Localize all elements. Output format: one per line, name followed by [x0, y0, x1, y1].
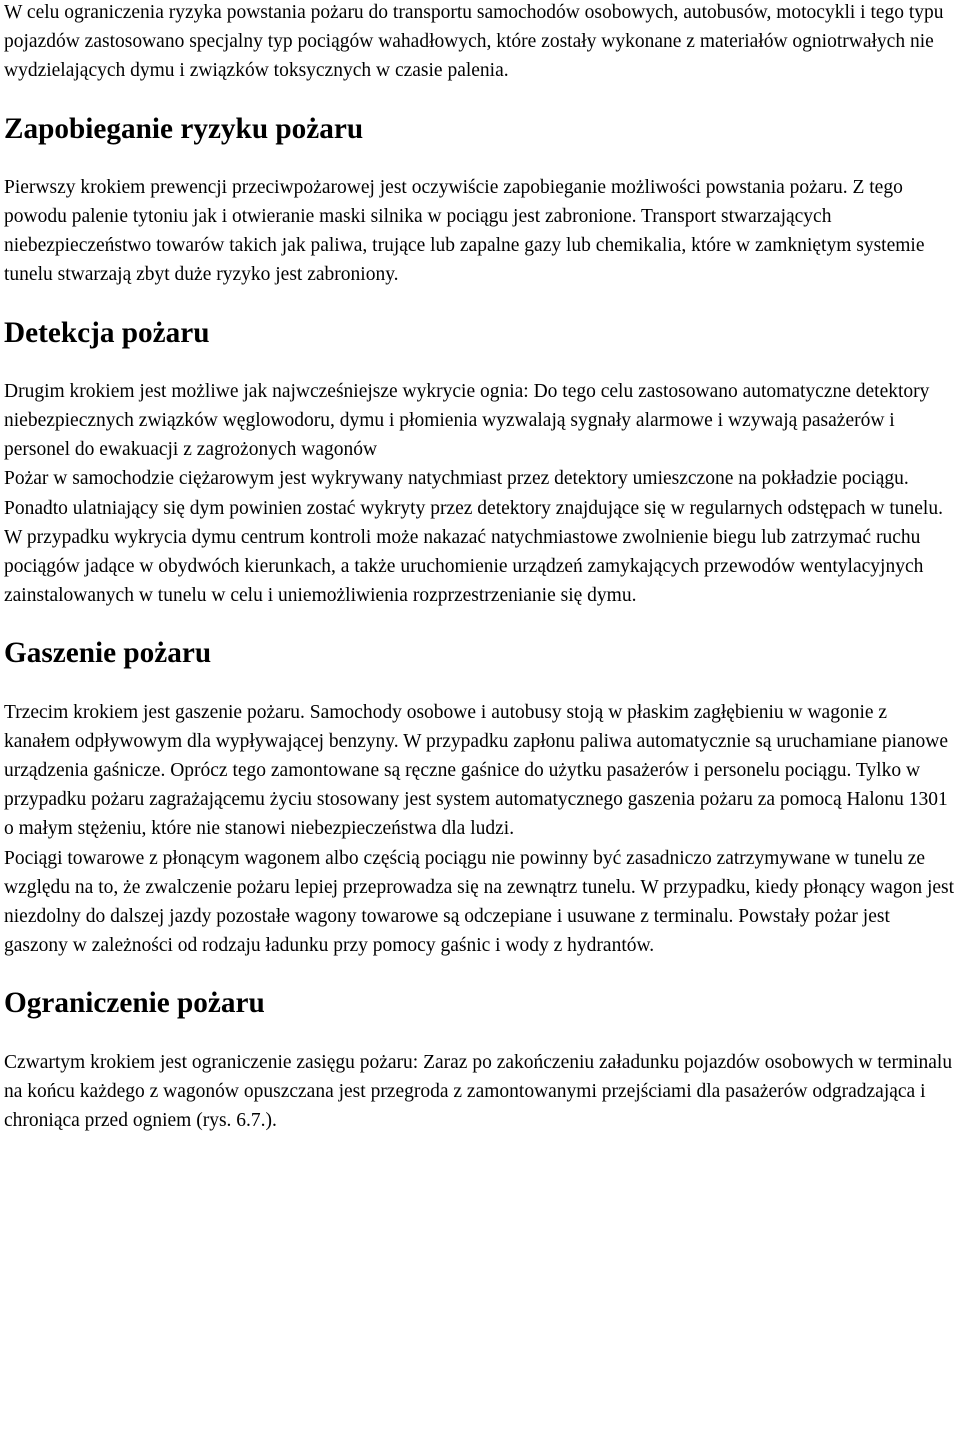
section-heading-detection: Detekcja pożaru [4, 316, 210, 349]
section-detection-paragraph-2: Pożar w samochodzie ciężarowym jest wykrywany natychmiast przez detektory umieszczone na pokładzie pociągu. [4, 468, 909, 490]
section-detection-paragraph-3: Ponadto ulatniający się dym powinien zostać wykryty przez detektory znajdujące się w regularnych odstępach w tunelu. W przypadku wykrycia dymu centrum kontroli może nakazać natychmiastowe zwolnienie biegu lub zatrzymać ruchu pociągów jadące w obydwóch kierunkach, a także uruchomienie urządzeń zamykających przewodów wentylacyjnych zainstalowanych w tunelu w celu i uniemożliwienia rozprzestrzenianie się dymu. [4, 497, 943, 607]
section-heading-extinguishing: Gaszenie pożaru [4, 637, 212, 670]
section-containment-paragraph: Czwartym krokiem jest ograniczenie zasięgu pożaru: Zaraz po zakończeniu załadunku pojazdów osobowych w terminalu na końcu każdego z wagonów opuszczana jest przegroda z zamontowanymi przejściami dla pasażerów odgradzająca i chroniąca przed ogniem (rys. 6.7.). [4, 1051, 953, 1132]
intro-paragraph: W celu ograniczenia ryzyka powstania pożaru do transportu samochodów osobowych, autobusów, motocykli i tego typu pojazdów zastosowano specjalny typ pociągów wahadłowych, które zostały wykonane z materiałów ogniotrwałych nie wydzielających dymu i związków toksycznych w czasie palenia. [4, 2, 944, 82]
section-extinguishing-paragraph-2: Pociągi towarowe z płonącym wagonem albo częścią pociągu nie powinny być zasadniczo zatrzymywane w tunelu ze względu na to, że zwalczenie pożaru lepiej przeprowadza się na zewnątrz tunelu. W przypadku, kiedy płonący wagon jest niezdolny do dalszej jazdy pozostałe wagony towarowe są odczepiane i usuwane z terminalu. Powstały pożar jest gaszony w zależności od rodzaju ładunku przy pomocy gaśnic i wody z hydrantów. [4, 847, 955, 957]
section-heading-containment: Ograniczenie pożaru [4, 987, 265, 1020]
document-body [4, 0, 956, 1135]
section-detection-paragraph-1: Drugim krokiem jest możliwe jak najwcześniejsze wykrycie ognia: Do tego celu zastosowano automatyczne detektory niebezpiecznych związków węglowodoru, dymu i płomienia wyzwalają sygnały alarmowe i wzywają pasażerów i personel do ewakuacji z zagrożonych wagonów [4, 380, 930, 461]
section-heading-prevention: Zapobieganie ryzyku pożaru [4, 112, 364, 145]
section-prevention-paragraph: Pierwszy krokiem prewencji przeciwpożarowej jest oczywiście zapobieganie możliwości powstania pożaru. Z tego powodu palenie tytoniu jak i otwieranie maski silnika w pociągu jest zabronione. Transport stwarzających niebezpieczeństwo towarów takich jak paliwa, trujące lub zapalne gazy lub chemikalia, które w zamkniętym systemie tunelu stwarzają zbyt duże ryzyko jest zabroniony. [4, 176, 925, 286]
section-extinguishing-paragraph-1: Trzecim krokiem jest gaszenie pożaru. Samochody osobowe i autobusy stoją w płaskim zagłębieniu w wagonie z kanałem odpływowym dla wypływającej benzyny. W przypadku zapłonu paliwa automatycznie są uruchamiane pianowe urządzenia gaśnicze. Oprócz tego zamontowane są ręczne gaśnice do użytku pasażerów i personelu pociągu. Tylko w przypadku pożaru zagrażającemu życiu stosowany jest system automatycznego gaszenia pożaru za pomocą Halonu 1301 o małym stężeniu, które nie stanowi niebezpieczeństwa dla ludzi. [4, 701, 948, 840]
